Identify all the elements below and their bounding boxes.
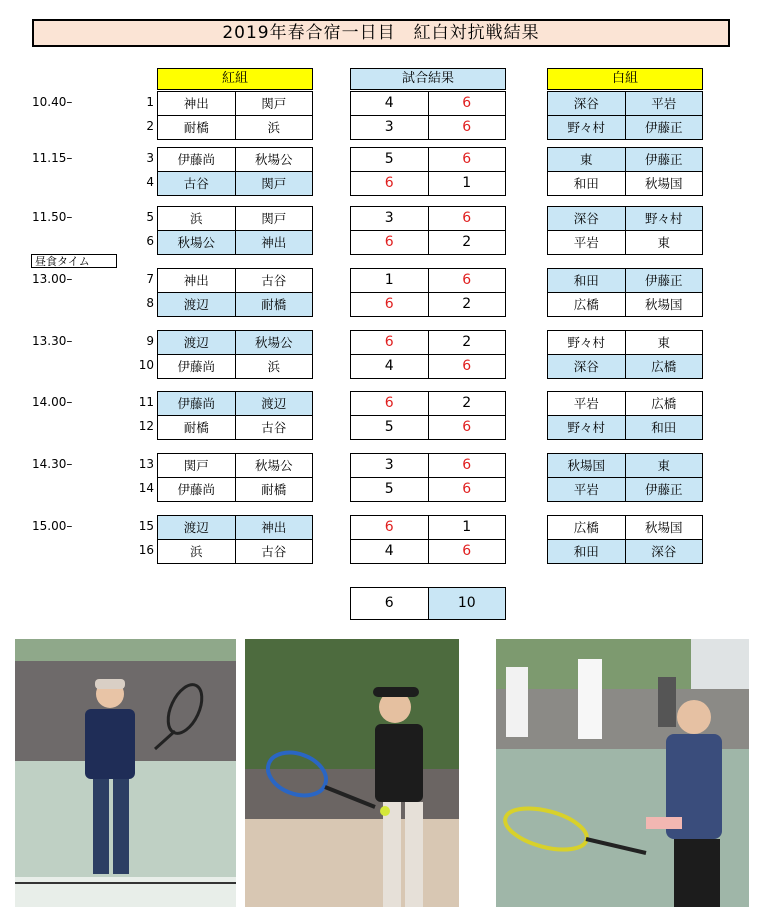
red-score: 3 [351,207,428,230]
white-score: 2 [428,331,506,354]
table-row [351,354,505,378]
score-block [350,91,506,140]
table-row [548,171,702,195]
red-player-name: 浜 [158,540,235,563]
white-player-name: 広橋 [625,355,703,378]
white-player-name: 野々村 [548,331,625,354]
red-team-block [157,515,313,564]
white-player-name: 平岩 [548,392,625,415]
white-player-name: 深谷 [548,92,625,115]
table-row [351,392,505,415]
table-row [158,171,312,195]
table-row [548,207,702,230]
table-row [158,269,312,292]
table-row [548,354,702,378]
red-player-name: 神出 [158,92,235,115]
match-number: 11 [138,395,154,409]
match-number: 14 [138,481,154,495]
red-player-name: 古谷 [158,172,235,195]
red-player-name: 秋場公 [235,148,313,171]
red-player-name: 関戸 [235,92,313,115]
white-score: 6 [428,355,506,378]
white-player-name: 平岩 [625,92,703,115]
red-player-name: 渡辺 [158,331,235,354]
result-header: 試合結果 [350,68,506,90]
white-score: 6 [428,416,506,439]
red-team-block [157,147,313,196]
table-row [548,539,702,563]
table-row [351,230,505,254]
table-row [548,392,702,415]
white-player-name: 平岩 [548,478,625,501]
red-team-block [157,330,313,379]
table-row [548,415,702,439]
table-row [351,477,505,501]
table-row [158,354,312,378]
total-red: 6 [351,588,428,619]
score-block [350,453,506,502]
red-player-name: 関戸 [235,207,313,230]
match-number: 15 [138,519,154,533]
red-score: 3 [351,116,428,139]
white-score: 6 [428,116,506,139]
white-team-block [547,91,703,140]
session-time: 14.30– [32,457,73,471]
white-player-name: 秋場国 [625,172,703,195]
red-player-name: 渡辺 [158,293,235,316]
table-row [548,92,702,115]
table-row [548,292,702,316]
white-player-name: 和田 [625,416,703,439]
session-time: 11.50– [32,210,73,224]
red-player-name: 秋場公 [158,231,235,254]
photo-player-1 [15,639,236,907]
red-player-name: 耐橋 [158,416,235,439]
red-player-name: 関戸 [158,454,235,477]
white-player-name: 和田 [548,540,625,563]
lunch-label: 昼食タイム [31,254,117,268]
total-score [350,587,506,620]
red-score: 1 [351,269,428,292]
red-score: 6 [351,231,428,254]
white-team-block [547,391,703,440]
table-row [158,454,312,477]
white-player-name: 伊藤正 [625,478,703,501]
red-player-name: 耐橋 [158,116,235,139]
white-player-name: 伊藤正 [625,116,703,139]
white-score: 6 [428,207,506,230]
red-player-name: 秋場公 [235,454,313,477]
white-team-header: 白組 [547,68,703,90]
red-player-name: 神出 [158,269,235,292]
table-row [158,292,312,316]
red-player-name: 浜 [235,355,313,378]
match-number: 1 [146,95,154,109]
table-row [158,92,312,115]
table-row [548,148,702,171]
white-player-name: 広橋 [625,392,703,415]
table-row [158,516,312,539]
white-score: 2 [428,231,506,254]
red-player-name: 渡辺 [235,392,313,415]
white-score: 6 [428,478,506,501]
match-number: 13 [138,457,154,471]
score-block [350,330,506,379]
match-number: 16 [138,543,154,557]
red-player-name: 神出 [235,516,313,539]
table-row [158,477,312,501]
white-player-name: 和田 [548,269,625,292]
table-row [351,148,505,171]
white-score: 2 [428,293,506,316]
red-team-block [157,391,313,440]
table-row [158,148,312,171]
match-number: 7 [146,272,154,286]
white-player-name: 深谷 [548,207,625,230]
white-player-name: 伊藤正 [625,148,703,171]
white-player-name: 野々村 [548,416,625,439]
white-score: 1 [428,172,506,195]
table-row [351,454,505,477]
table-row [351,539,505,563]
red-team-block [157,453,313,502]
red-team-block [157,268,313,317]
red-player-name: 古谷 [235,540,313,563]
red-score: 6 [351,331,428,354]
table-row [351,292,505,316]
table-row [158,415,312,439]
session-time: 14.00– [32,395,73,409]
session-time: 13.30– [32,334,73,348]
white-player-name: 和田 [548,172,625,195]
match-number: 5 [146,210,154,224]
red-score: 5 [351,148,428,171]
white-team-block [547,147,703,196]
table-row [351,171,505,195]
score-block [350,391,506,440]
red-score: 5 [351,478,428,501]
red-team-block [157,206,313,255]
table-row [351,92,505,115]
table-row [351,516,505,539]
red-score: 6 [351,392,428,415]
white-team-block [547,453,703,502]
red-score: 4 [351,355,428,378]
table-row [548,230,702,254]
photo-player-3 [496,639,749,907]
table-row [351,415,505,439]
red-score: 6 [351,293,428,316]
table-row [351,207,505,230]
white-player-name: 秋場国 [625,516,703,539]
red-player-name: 神出 [235,231,313,254]
red-player-name: 渡辺 [158,516,235,539]
table-row [548,516,702,539]
table-row [548,331,702,354]
red-player-name: 浜 [158,207,235,230]
white-score: 2 [428,392,506,415]
red-team-header: 紅組 [157,68,313,90]
table-row [158,230,312,254]
match-number: 12 [138,419,154,433]
white-player-name: 野々村 [625,207,703,230]
white-score: 6 [428,148,506,171]
red-player-name: 伊藤尚 [158,355,235,378]
red-player-name: 伊藤尚 [158,148,235,171]
match-number: 6 [146,234,154,248]
match-number: 4 [146,175,154,189]
red-score: 5 [351,416,428,439]
red-player-name: 古谷 [235,269,313,292]
white-player-name: 秋場国 [625,293,703,316]
table-row [548,269,702,292]
white-team-block [547,330,703,379]
white-player-name: 広橋 [548,293,625,316]
white-player-name: 深谷 [625,540,703,563]
white-player-name: 東 [625,454,703,477]
white-player-name: 東 [548,148,625,171]
white-team-block [547,206,703,255]
session-time: 10.40– [32,95,73,109]
white-score: 6 [428,454,506,477]
red-player-name: 伊藤尚 [158,392,235,415]
white-player-name: 野々村 [548,116,625,139]
score-block [350,147,506,196]
white-player-name: 秋場国 [548,454,625,477]
white-score: 6 [428,92,506,115]
red-score: 4 [351,540,428,563]
red-player-name: 耐橋 [235,478,313,501]
page-title: 2019年春合宿一日目 紅白対抗戦結果 [32,19,730,47]
red-player-name: 浜 [235,116,313,139]
red-score: 6 [351,172,428,195]
match-number: 2 [146,119,154,133]
table-row [158,539,312,563]
table-row [548,477,702,501]
table-row [158,115,312,139]
match-number: 8 [146,296,154,310]
red-score: 6 [351,516,428,539]
white-score: 6 [428,269,506,292]
score-block [350,206,506,255]
white-player-name: 深谷 [548,355,625,378]
total-white: 10 [428,588,506,619]
match-number: 10 [138,358,154,372]
white-player-name: 東 [625,231,703,254]
score-block [350,515,506,564]
red-player-name: 古谷 [235,416,313,439]
table-row [351,331,505,354]
score-block [350,268,506,317]
match-number: 3 [146,151,154,165]
table-row [548,454,702,477]
red-score: 4 [351,92,428,115]
red-player-name: 秋場公 [235,331,313,354]
white-player-name: 広橋 [548,516,625,539]
red-player-name: 耐橋 [235,293,313,316]
white-player-name: 東 [625,331,703,354]
red-team-block [157,91,313,140]
match-number: 9 [146,334,154,348]
session-time: 15.00– [32,519,73,533]
photo-player-2 [245,639,459,907]
white-player-name: 平岩 [548,231,625,254]
table-row [158,392,312,415]
table-row [351,269,505,292]
white-score: 6 [428,540,506,563]
table-row [158,207,312,230]
table-row [158,331,312,354]
table-row [351,115,505,139]
session-time: 13.00– [32,272,73,286]
red-score: 3 [351,454,428,477]
session-time: 11.15– [32,151,73,165]
white-team-block [547,268,703,317]
white-team-block [547,515,703,564]
red-player-name: 関戸 [235,172,313,195]
table-row [548,115,702,139]
white-player-name: 伊藤正 [625,269,703,292]
white-score: 1 [428,516,506,539]
red-player-name: 伊藤尚 [158,478,235,501]
